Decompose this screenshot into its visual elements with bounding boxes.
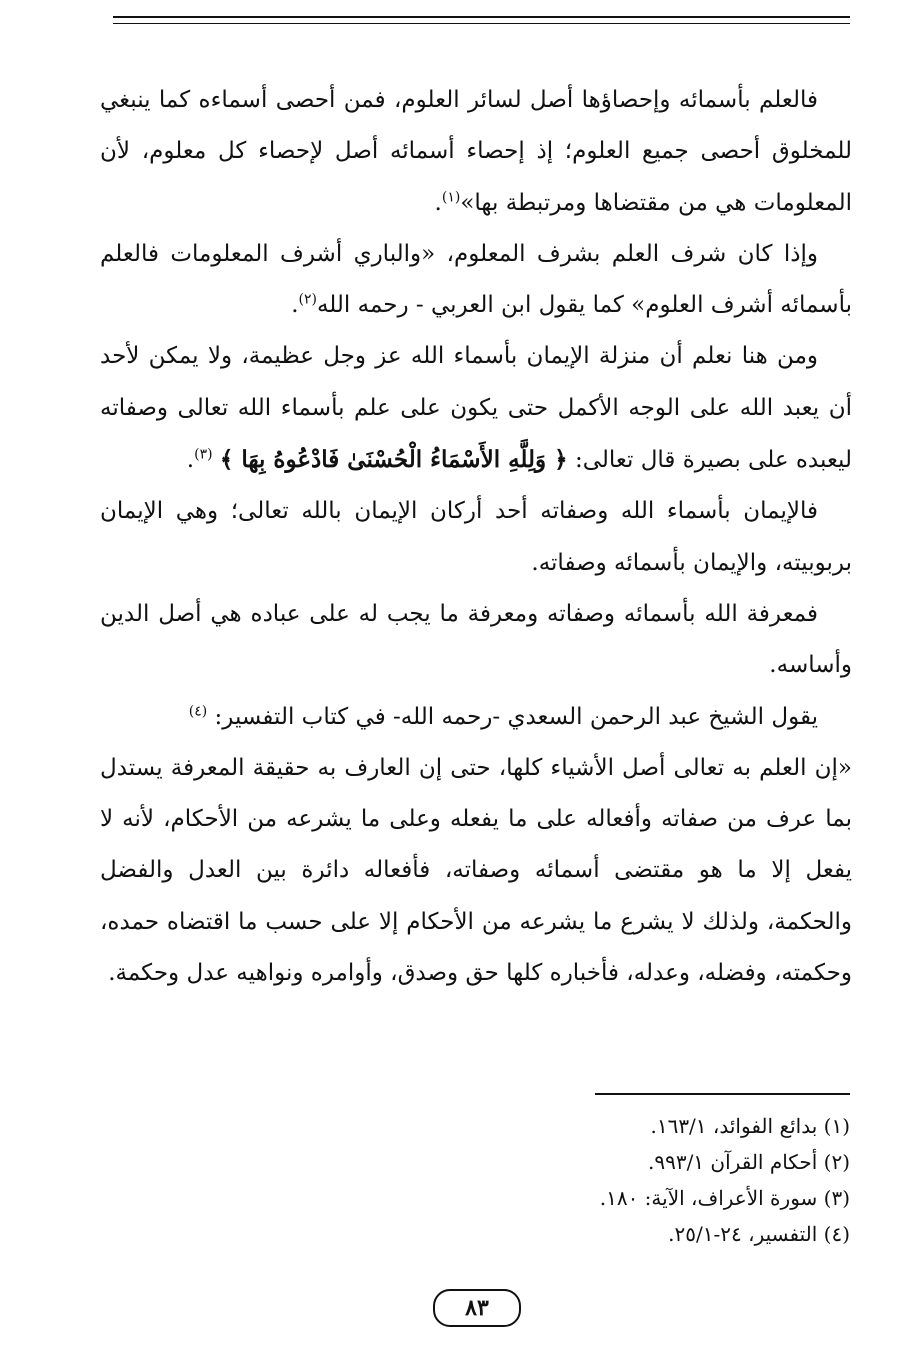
paragraph-tail: . — [291, 292, 299, 319]
paragraph-text: ومن هنا نعلم أن منزلة الإيمان بأسماء الله عز وجل عظيمة، ولا يمكن لأحد أن يعبد الله على الوجه الأكمل حتى يكون على علم بأسماء الله تعالى وصفاته ليعبده على بصيرة قال تعالى: — [100, 343, 852, 474]
paragraph-5 — [100, 589, 852, 692]
paragraph-text: فمعرفة الله بأسمائه وصفاته ومعرفة ما يجب له على عباده هي أصل الدين وأساسه. — [100, 600, 852, 679]
paragraph-7 — [100, 743, 852, 999]
paragraph-text: يقول الشيخ عبد الرحمن السعدي -رحمه الله- في كتاب التفسير: — [214, 703, 818, 730]
quran-verse: ﴿ وَلِلَّهِ الأَسْمَاءُ الْحُسْنَىٰ فَادْعُوهُ بِهَا ﴾ — [219, 446, 568, 474]
paragraph-1 — [100, 75, 852, 229]
footnote-ref: (٢) — [298, 291, 317, 308]
top-rule — [113, 16, 850, 18]
paragraph-2 — [100, 229, 852, 332]
footnote-1: (١) بدائع الفوائد، ١٦٣/١. — [650, 1114, 850, 1138]
footnote-2: (٢) أحكام القرآن ٩٩٣/١. — [647, 1150, 850, 1174]
footnote-3: (٣) سورة الأعراف، الآية: ١٨٠. — [599, 1186, 850, 1210]
paragraph-3 — [100, 331, 852, 486]
paragraph-tail: . — [434, 189, 442, 216]
footnote-ref: (١) — [441, 188, 461, 205]
page-number: ٨٣ — [433, 1289, 521, 1327]
paragraph-text: فالإيمان بأسماء الله وصفاته أحد أركان الإيمان بالله تعالى؛ وهي الإيمان بربوبيته، والإيمان بأسمائه وصفاته. — [100, 498, 852, 576]
footnote-separator — [595, 1093, 850, 1095]
quotation-text: «إن العلم به تعالى أصل الأشياء كلها، حتى إن العارف به حقيقة المعرفة يستدل بما عرف من صفاته وأفعاله على ما يفعله وعلى ما يشرعه من الأحكام، لأنه لا يفعل إلا ما هو مقتضى أسمائه وصفاته، فأفعاله دائرة بين العدل والفضل والحكمة، ولذلك لا يشرع ما يشرعه من الأحكام إلا على حسب ما اقتضاه حمده، وحكمته، وفضله، وعدله، فأخباره كلها حق وصدق، وأوامره ونواهيه عدل وحكمة. — [100, 754, 852, 987]
paragraph-6 — [100, 692, 852, 743]
footnotes — [300, 1108, 850, 1252]
main-text — [100, 75, 852, 999]
top-rule-thin — [113, 23, 850, 24]
footnote-ref: (٣) — [194, 446, 213, 463]
paragraph-text: وإذا كان شرف العلم بشرف المعلوم، «والباري أشرف المعلومات فالعلم بأسمائه أشرف العلوم» كما يقول ابن العربي - رحمه الله — [100, 240, 852, 319]
paragraph-tail: . — [186, 447, 195, 474]
footnote-ref: (٤) — [188, 702, 208, 719]
footnote-4: (٤) التفسير، ٢٤-٢٥/١. — [668, 1222, 850, 1246]
paragraph-text: فالعلم بأسمائه وإحصاؤها أصل لسائر العلوم، فمن أحصى أسماءه كما ينبغي للمخلوق أحصى جميع العلوم؛ إذ إحصاء أسمائه أصل لإحصاء كل معلوم، لأن المعلومات هي من مقتضاها ومرتبطة بها» — [100, 87, 852, 216]
paragraph-4 — [100, 486, 852, 589]
